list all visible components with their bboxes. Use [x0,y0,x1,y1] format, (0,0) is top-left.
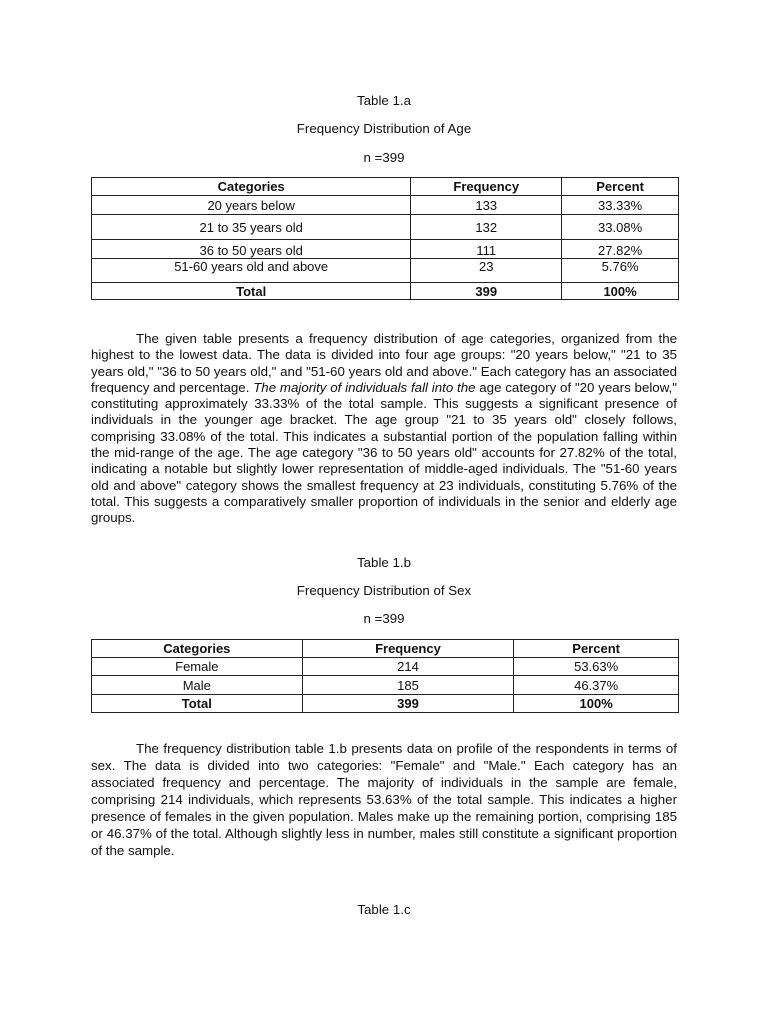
table-total-row [92,695,679,713]
table-a-n: n =399 [363,150,405,165]
frequency-cell: 23 [411,259,562,283]
table-b-n: n =399 [363,611,405,626]
header-frequency: Frequency [411,178,562,196]
table-row [92,259,679,283]
percent-cell: 33.08% [562,215,679,240]
total-frequency-cell: 399 [302,695,514,713]
total-frequency-cell: 399 [411,283,562,300]
header-categories: Categories [92,178,411,196]
category-cell: 20 years below [92,196,411,215]
paragraph-a-italic: The majority of individuals fall into the [253,379,476,395]
paragraph-a-text-2: age category of "20 years below," constituting approximately 33.33% of the total sample. This suggests a significant presence of individuals in the younger age bracket. The age group "21 to 35 years old" closely follows, comprising 33.08% of the total. This indicates a substantial portion of the population falling within the mid-range of the age. The age category "36 to 50 years old" accounts for 27.82% of the total, indicating a notable but slightly lower representation of middle-aged individuals. The "51-60 years old and above" category shows the smallest frequency at 23 individuals, constituting 5.76% of the total. This suggests a comparatively smaller proportion of individuals in the senior and elderly age groups. [91,379,677,526]
category-cell: Female [92,658,303,676]
paragraph-a-text-1: The given table presents a frequency distribution of age categories, organized from the highest to the lowest data. The data is divided into four age groups: "20 years below," "21 to 35 years old," "36 to 50 years old," and "51-60 years old and above." Each category has an associated frequency and percentage. [91,331,677,395]
category-cell: 36 to 50 years old [92,240,411,259]
category-cell: 21 to 35 years old [92,215,411,240]
category-cell: 51-60 years old and above [92,259,411,283]
total-percent-cell: 100% [514,695,679,713]
table-total-row [92,283,679,300]
percent-cell: 53.63% [514,658,679,676]
table-row [92,240,679,259]
percent-cell: 27.82% [562,240,679,259]
table-row [92,196,679,215]
percent-cell: 33.33% [562,196,679,215]
table-row [92,676,679,695]
frequency-cell: 132 [411,215,562,240]
table-row [92,215,679,240]
table-a-title: Frequency Distribution of Age [296,121,472,136]
age-frequency-table [91,177,679,300]
sex-frequency-table [91,639,679,713]
header-percent: Percent [562,178,679,196]
header-categories: Categories [92,640,303,658]
table-header-row [92,178,679,196]
header-percent: Percent [514,640,679,658]
category-cell: Male [92,676,303,695]
table-b-title: Frequency Distribution of Sex [296,583,472,598]
frequency-cell: 111 [411,240,562,259]
table-header-row [92,640,679,658]
frequency-cell: 133 [411,196,562,215]
table-c-label: Table 1.c [357,902,411,917]
header-frequency: Frequency [302,640,514,658]
table-a-label: Table 1.a [357,93,411,108]
sex-analysis-paragraph: The frequency distribution table 1.b presents data on profile of the respondents in terms of sex. The data is divided into two categories: "Female" and "Male." Each category has an associated frequency and percentage. The majority of individuals in the sample are female, comprising 214 individuals, which represents 53.63% of the total sample. This indicates a higher presence of females in the given population. Males make up the remaining portion, comprising 185 or 46.37% of the total. Although slightly less in number, males still constitute a significant proportion of the sample. [91,741,677,858]
total-label-cell: Total [92,283,411,300]
frequency-cell: 185 [302,676,514,695]
total-percent-cell: 100% [562,283,679,300]
frequency-cell: 214 [302,658,514,676]
total-label-cell: Total [92,695,303,713]
table-b-label: Table 1.b [357,555,411,570]
table-row [92,658,679,676]
age-analysis-paragraph [91,331,677,527]
percent-cell: 46.37% [514,676,679,695]
percent-cell: 5.76% [562,259,679,283]
